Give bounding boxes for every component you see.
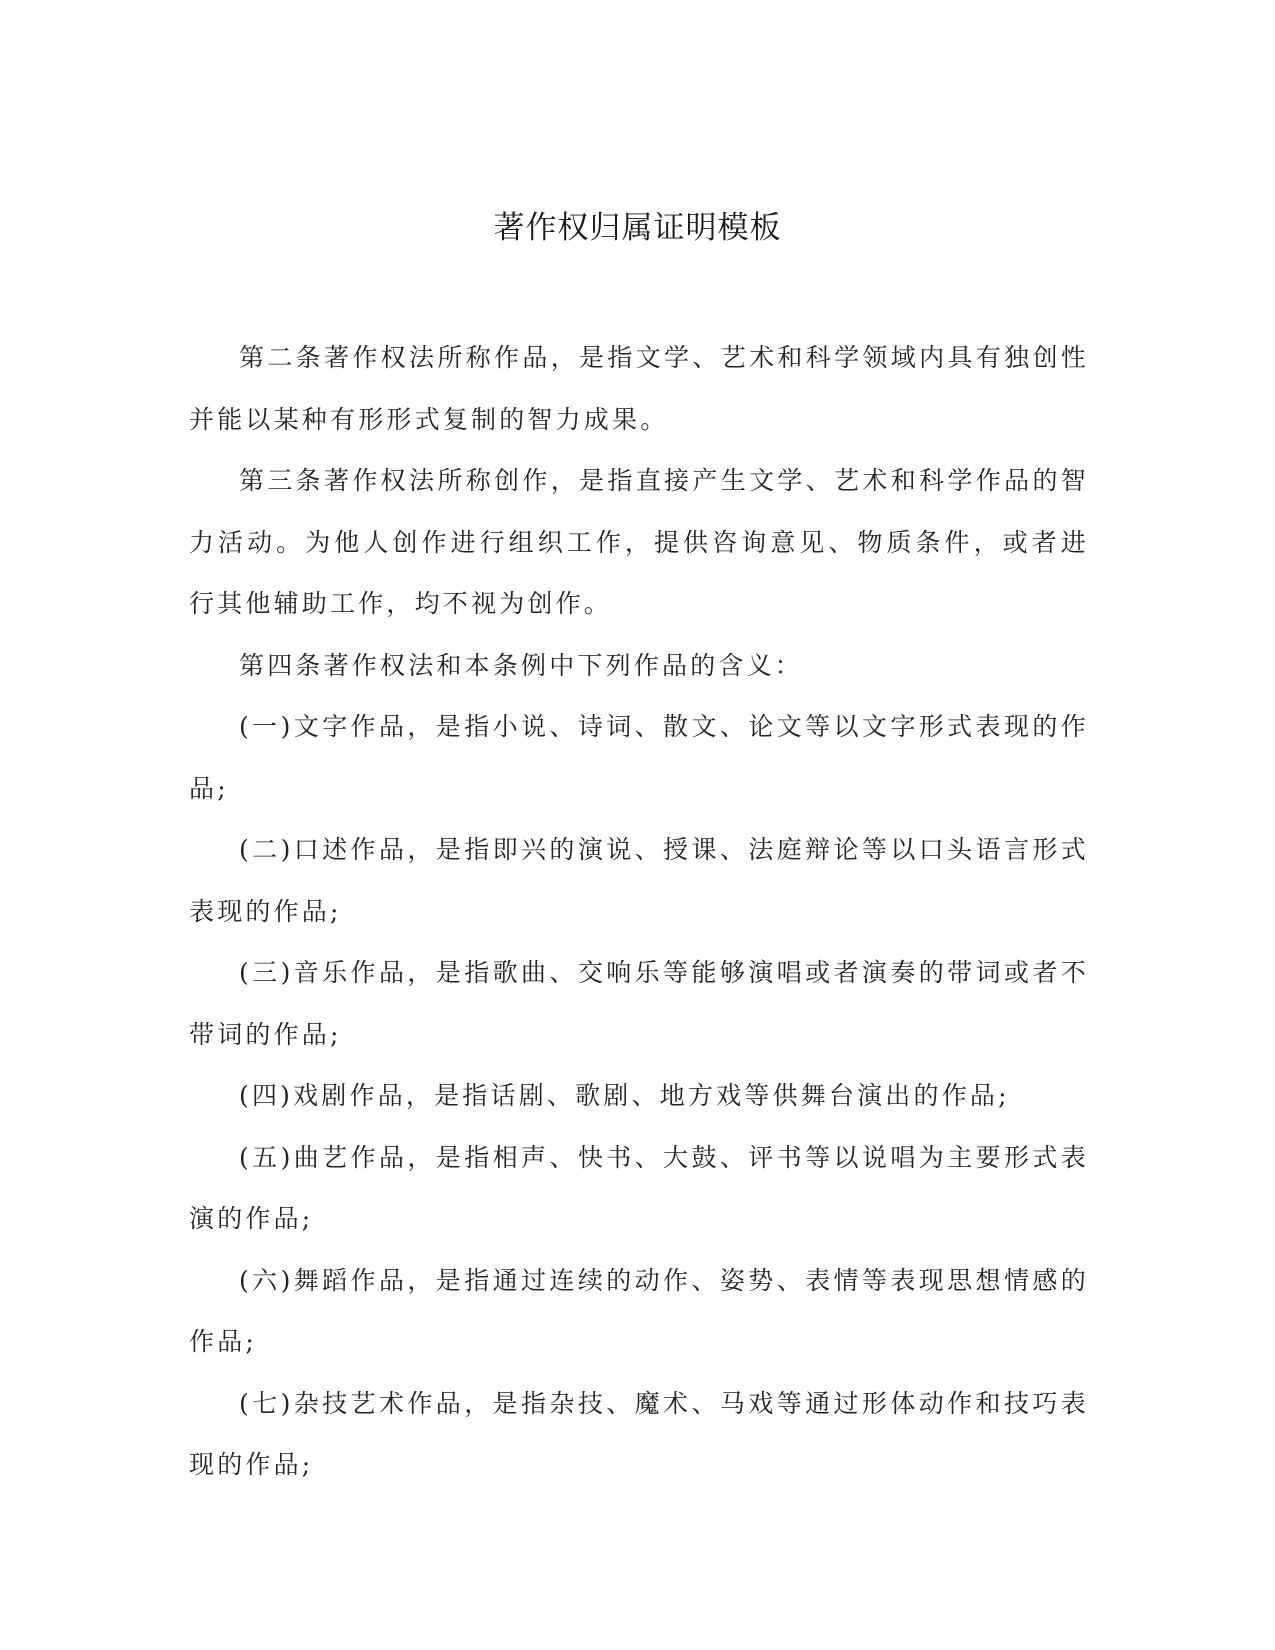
document-body: [189, 327, 1089, 1496]
paragraph-article-4: 第四条著作权法和本条例中下列作品的含义：: [239, 650, 804, 680]
paragraph-item-4: (四)戏剧作品，是指话剧、歌剧、地方戏等供舞台演出的作品;: [239, 1081, 1010, 1110]
paragraph-item-1: (一)文字作品，是指小说、诗词、散文、论文等以文字形式表现的作品;: [189, 712, 1089, 803]
paragraph-item-6: (六)舞蹈作品，是指通过连续的动作、姿势、表情等表现思想情感的作品;: [189, 1265, 1089, 1356]
paragraph-item-3: (三)音乐作品，是指歌曲、交响乐等能够演唱或者演奏的带词或者不带词的作品;: [189, 958, 1089, 1049]
paragraph-item-2: (二)口述作品，是指即兴的演说、授课、法庭辩论等以口头语言形式表现的作品;: [189, 835, 1089, 926]
document-title: 著作权归属证明模板: [493, 210, 782, 246]
paragraph-article-3: 第三条著作权法所称创作，是指直接产生文学、艺术和科学作品的智力活动。为他人创作进行组织工作，提供咨询意见、物质条件，或者进行其他辅助工作，均不视为创作。: [189, 466, 1089, 618]
paragraph-item-5: (五)曲艺作品，是指相声、快书、大鼓、评书等以说唱为主要形式表演的作品;: [189, 1142, 1089, 1233]
paragraph-article-2: 第二条著作权法所称作品，是指文学、艺术和科学领域内具有独创性并能以某种有形形式复制的智力成果。: [189, 343, 1089, 434]
paragraph-item-7: (七)杂技艺术作品，是指杂技、魔术、马戏等通过形体动作和技巧表现的作品;: [189, 1388, 1089, 1479]
